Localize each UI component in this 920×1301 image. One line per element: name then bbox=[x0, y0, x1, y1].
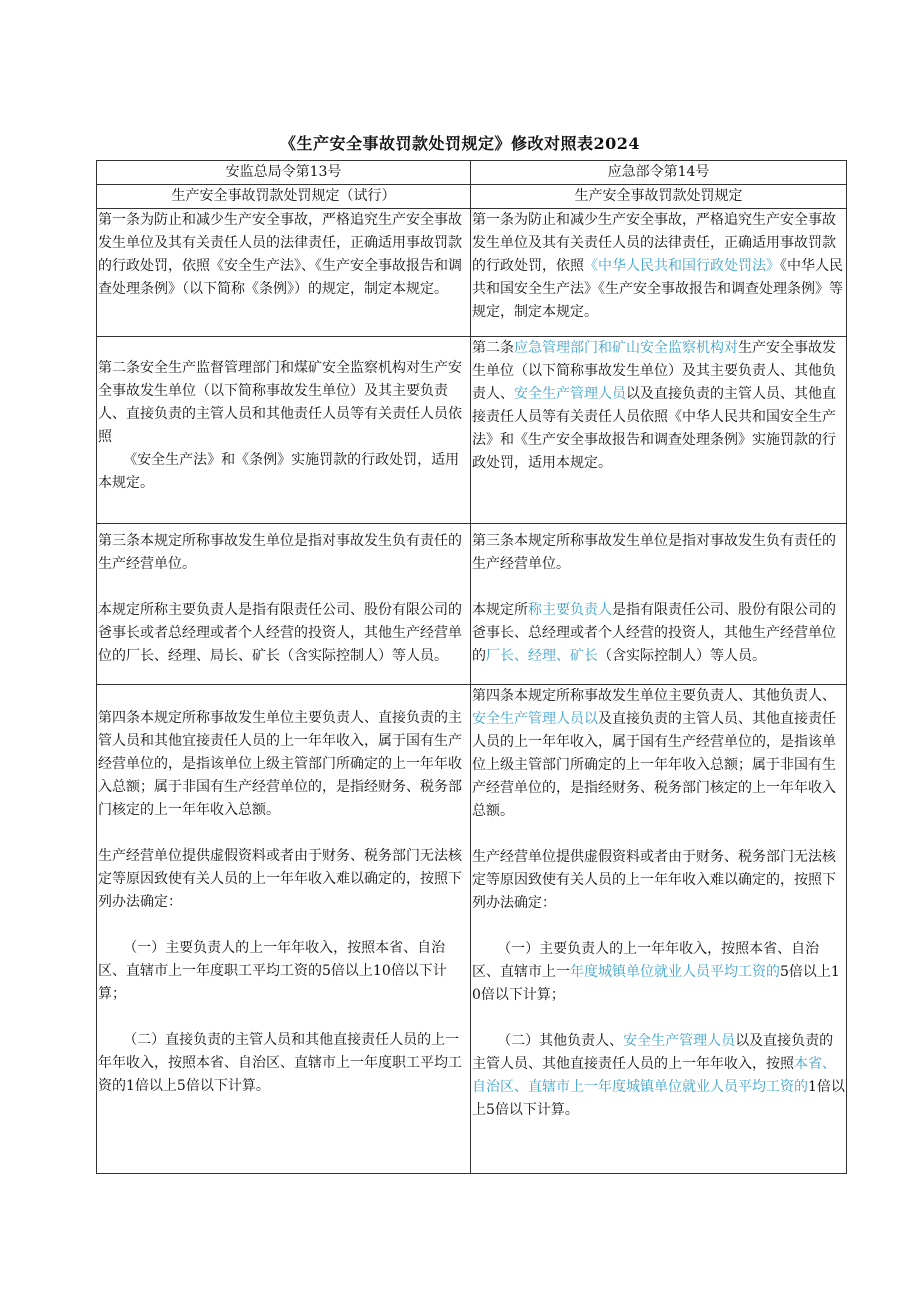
paragraph-text: （一）主要负责人的上一年年收入，按照本省、自治区、直辖市上一 bbox=[472, 941, 820, 980]
document-title: 《生产安全事故罚款处罚规定》修改对照表2024 bbox=[279, 134, 641, 153]
paragraph-text: 以及直接负责的主管人员、其他直接责任人员等有关责任人员依照《中华人民共和国安全生产法》和《生产安全事故报告和调查处理条例》实施罚款的行政处罚，适用本规定。 bbox=[472, 386, 836, 471]
paragraph-text: 生产经营单位提供虚假资料或者由于财务、税务部门无法核定等原因致使有关人员的上一年年收入难以确定的，按照下列办法确定： bbox=[472, 849, 836, 911]
paragraph-text: 生产安全事故发生单位（以下简称事故发生单位）及其主要负责人、其他负责人、 bbox=[472, 340, 836, 402]
article-paragraph bbox=[98, 357, 469, 449]
paragraph-gap bbox=[98, 914, 469, 937]
decree-header-row bbox=[97, 161, 847, 185]
paragraph-gap bbox=[472, 1007, 845, 1030]
left-regulation-name: 生产安全事故罚款处罚规定（试行） bbox=[97, 185, 471, 209]
paragraph-text: 本规定所 bbox=[472, 602, 528, 618]
paragraph-text: 第四条本规定所称事故发生单位主要负责人、直接负责的主管人员和其他宜接责任人员的上一年年收入，属于国有生产经营单位的，是指该单位上级主管部门所确定的上一年年收入总额；属于非国有生产经营单位的，是指经财务、税务部门核定的上一年年收入总额。 bbox=[98, 710, 462, 818]
paragraph-text: （二）直接负责的主管人员和其他直接责任人员的上一年年收入，按照本省、自治区、直辖市上一年度职工平均工资的1倍以上5倍以下计算。 bbox=[98, 1032, 462, 1094]
paragraph-text: 第一条为防止和减少生产安全事故，严格追究生产安全事故发生单位及其有关责任人员的法律责任，正确适用事故罚款的行政处罚，依照 bbox=[472, 212, 836, 274]
article-paragraph bbox=[472, 337, 845, 475]
regulation-name-row bbox=[97, 185, 847, 209]
article-row-4 bbox=[97, 685, 847, 1174]
paragraph-gap bbox=[472, 576, 845, 599]
paragraph-text: 第三条本规定所称事故发生单位是指对事故发生负有责任的生产经营单位。 bbox=[98, 533, 462, 572]
article-paragraph bbox=[98, 449, 469, 495]
paragraph-text: 第三条本规定所称事故发生单位是指对事故发生负有责任的生产经营单位。 bbox=[472, 533, 836, 572]
comparison-table bbox=[96, 160, 847, 1174]
right-regulation-name: 生产安全事故罚款处罚规定 bbox=[471, 185, 847, 209]
new-article-4 bbox=[471, 685, 847, 1174]
article-paragraph bbox=[472, 685, 845, 823]
article-paragraph bbox=[98, 530, 469, 576]
right-decree-header: 应急部令第14号 bbox=[471, 161, 847, 185]
paragraph-text: 第二条 bbox=[472, 340, 514, 356]
article-paragraph bbox=[472, 1030, 845, 1122]
revised-text: 本省、自治区、直辖市上一年度城镇单位就业人员平均工资的 bbox=[472, 1056, 836, 1095]
old-article-1 bbox=[97, 209, 471, 337]
article-paragraph bbox=[472, 846, 845, 915]
paragraph-text: 是指有限责任公司、股份有限公司的爸事长、总经理或者个人经营的投资人，其他生产经营单位的 bbox=[472, 602, 836, 664]
paragraph-text: 《中华人民共和国安全生产法》《生产安全事故报告和调查处理条例》等规定，制定本规定。 bbox=[472, 258, 843, 320]
article-paragraph bbox=[98, 845, 469, 914]
paragraph-text: 本规定所称主要负责人是指有限责任公司、股份有限公司的爸事长或者总经理或者个人经营的投资人，其他生产经营单位的厂长、经理、局长、矿长（含实际控制人）等人员。 bbox=[98, 602, 462, 664]
revised-text: 应急管理部门和矿山安全监察机构对 bbox=[514, 340, 738, 356]
revised-text: 年度城镇单位就业人员平均工资的 bbox=[570, 964, 780, 980]
article-paragraph bbox=[472, 599, 845, 668]
paragraph-text: 《安全生产法》和《条例》实施罚款的行政处罚，适用本规定。 bbox=[98, 452, 460, 491]
article-paragraph bbox=[98, 599, 469, 668]
new-article-3 bbox=[471, 524, 847, 685]
old-article-3 bbox=[97, 524, 471, 685]
paragraph-gap bbox=[98, 576, 469, 599]
paragraph-text: 以及直接负责的主管人员、其他直接责任人员的上一年年收入，按照 bbox=[472, 1033, 834, 1072]
paragraph-text: 第四条本规定所称事故发生单位主要负责人、其他负责人、 bbox=[472, 688, 836, 704]
revised-text: 《中华人民共和国行政处罚法》 bbox=[584, 258, 780, 274]
article-paragraph bbox=[472, 938, 845, 1007]
revised-text: 安全生产管理人员以 bbox=[472, 711, 598, 727]
paragraph-gap bbox=[472, 823, 845, 846]
article-row-3 bbox=[97, 524, 847, 685]
paragraph-gap bbox=[472, 915, 845, 938]
paragraph-text: （一）主要负责人的上一年年收入，按照本省、自治区、直辖市上一年度职工平均工资的5倍以上10倍以下计算； bbox=[98, 940, 447, 1002]
left-decree-header: 安监总局令第13号 bbox=[97, 161, 471, 185]
paragraph-gap bbox=[98, 822, 469, 845]
new-article-2 bbox=[471, 337, 847, 524]
old-article-4 bbox=[97, 685, 471, 1174]
paragraph-text: 第二条安全生产监督管理部门和煤矿安全监察机构对生产安全事故发生单位（以下简称事故发生单位）及其主要负责人、直接负责的主管人员和其他责任人员等有关责任人员依照 bbox=[98, 360, 462, 445]
revised-text: 厂长、经理、矿长 bbox=[486, 648, 598, 664]
paragraph-text: 5倍以上10倍以下计算； bbox=[472, 964, 840, 1003]
paragraph-text: （含实际控制人）等人员。 bbox=[598, 648, 766, 664]
paragraph-text: 生产经营单位提供虚假资料或者由于财务、税务部门无法核定等原因致使有关人员的上一年年收入难以确定的，按照下列办法确定： bbox=[98, 848, 462, 910]
paragraph-text: 第一条为防止和减少生产安全事故，严格追究生产安全事故发生单位及其有关责任人员的法律责任，正确适用事故罚款的行政处罚，依照《安全生产法》、《生产安全事故报告和调查处理条例》（以下简称《条例》）的规定，制定本规定。 bbox=[98, 212, 462, 297]
article-paragraph bbox=[98, 937, 469, 1006]
revised-text: 安全生产管理人员 bbox=[514, 386, 626, 402]
paragraph-text: 及直接负责的主管人员、其他直接责任人员的上一年年收入，属于国有生产经营单位的，是指该单位上级主管部门所确定的上一年年收入总额；属于非国有生产经营单位的，是指经财务、税务部门核定的上一年年收入总额。 bbox=[472, 711, 836, 819]
article-row-2 bbox=[97, 337, 847, 524]
article-paragraph bbox=[98, 209, 469, 301]
article-paragraph bbox=[98, 1029, 469, 1098]
paragraph-gap bbox=[98, 1006, 469, 1029]
article-paragraph bbox=[98, 707, 469, 822]
article-paragraph bbox=[472, 530, 845, 576]
paragraph-text: （二）其他负责人、 bbox=[497, 1033, 624, 1049]
revised-text: 安全生产管理人员 bbox=[623, 1033, 736, 1049]
paragraph-text: 1倍以上5倍以下计算。 bbox=[472, 1079, 845, 1118]
new-article-1 bbox=[471, 209, 847, 337]
old-article-2 bbox=[97, 337, 471, 524]
revised-text: 称主要负责人 bbox=[528, 602, 612, 618]
article-row-1 bbox=[97, 209, 847, 337]
article-paragraph bbox=[472, 209, 845, 324]
